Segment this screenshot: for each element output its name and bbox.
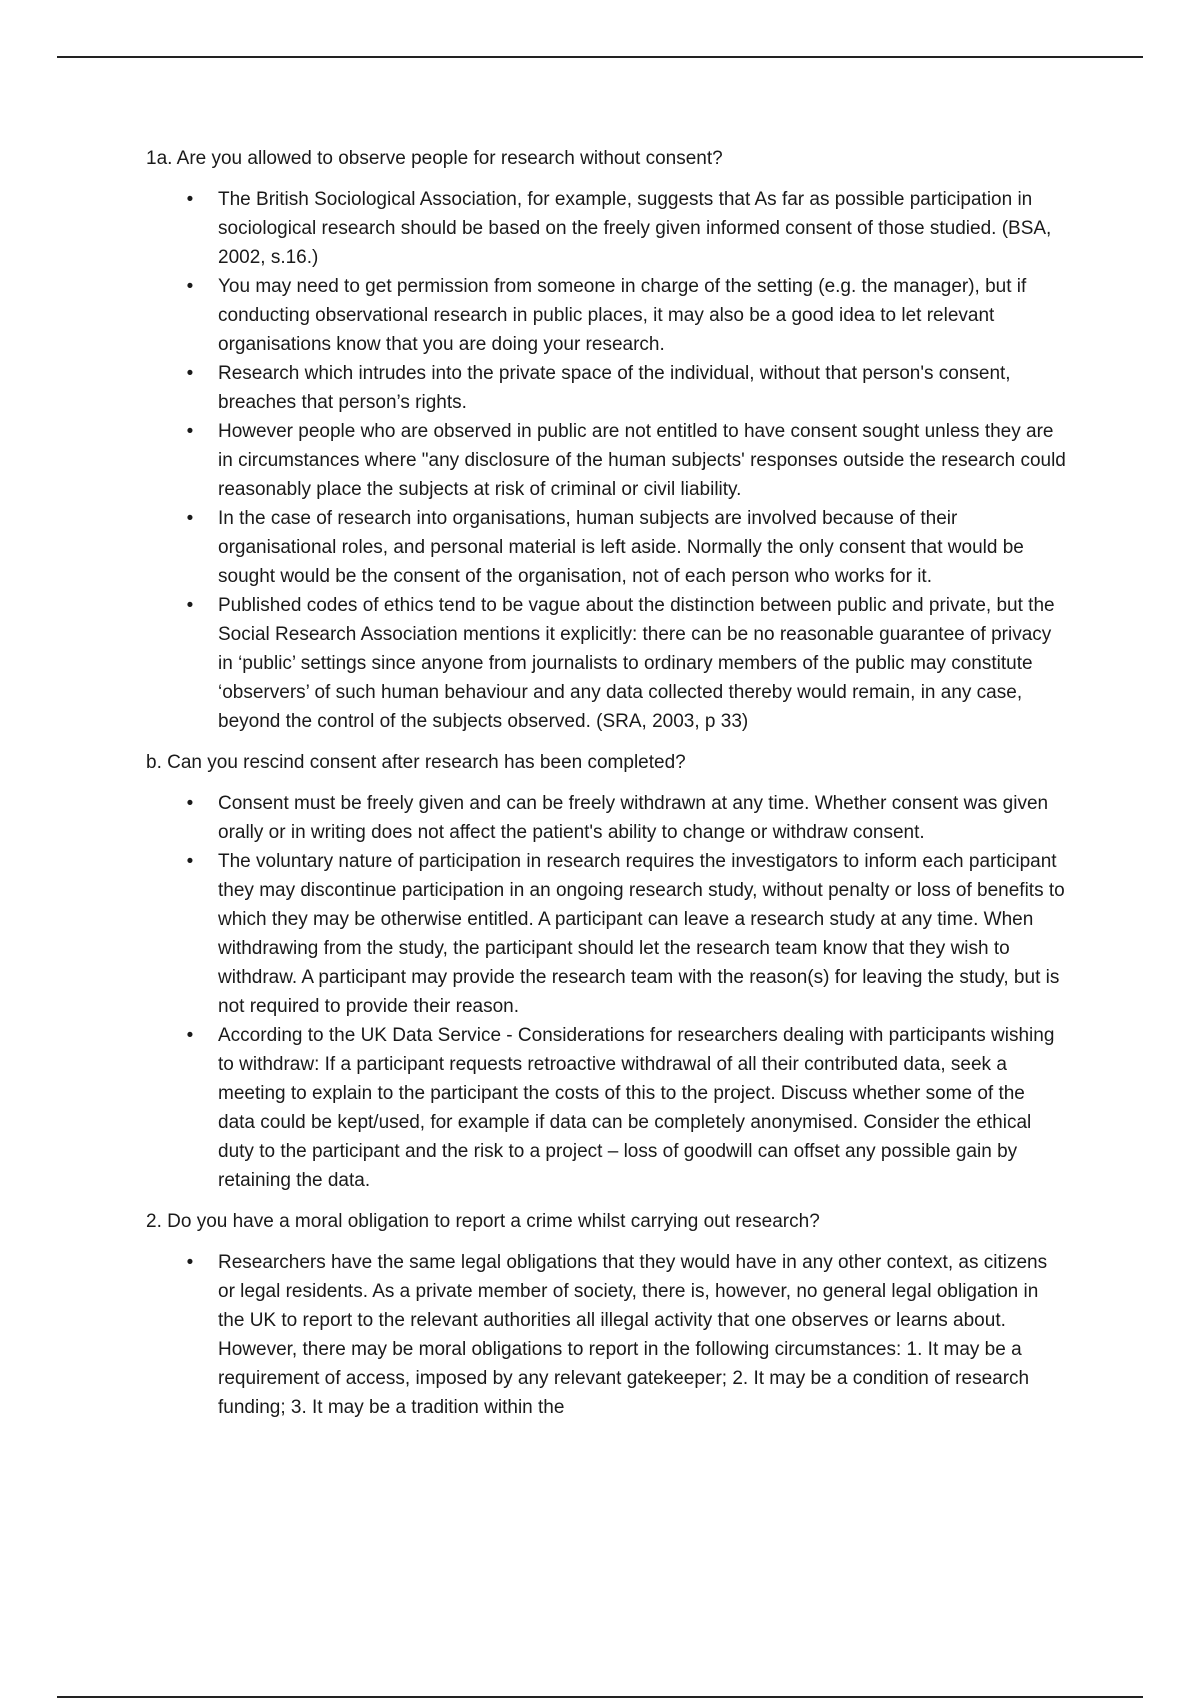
answer-list-1b [146, 789, 1066, 1195]
header-rule [57, 56, 1143, 58]
list-item: • The voluntary nature of participation in research requires the investigators to inform each participant they may discontinue participation in an ongoing research study, without penalty or loss of benefits to which they may be otherwise entitled. A participant can leave a research study at any time. When withdrawing from the study, the participant should let the research team know that they wish to withdraw. A participant may provide the research team with the reason(s) for leaving the study, but is not required to provide their reason. [146, 847, 1066, 1021]
bullet-icon: • [186, 1252, 194, 1273]
answer-list-2 [146, 1248, 1066, 1422]
list-item: • Research which intrudes into the private space of the individual, without that person's consent, breaches that person’s rights. [146, 359, 1066, 417]
list-item: • You may need to get permission from someone in charge of the setting (e.g. the manager), but if conducting observational research in public places, it may also be a good idea to let relevant organisations know that you are doing your research. [146, 272, 1066, 359]
question-2: 2. Do you have a moral obligation to report a crime whilst carrying out research? [146, 1211, 820, 1232]
list-item: • Published codes of ethics tend to be vague about the distinction between public and private, but the Social Research Association mentions it explicitly: there can be no reasonable guarantee of privacy in ‘public’ settings since anyone from journalists to ordinary members of the public may constitute ‘observers’ of such human behaviour and any data collected thereby would remain, in any case, beyond the control of the subjects observed. (SRA, 2003, p 33) [146, 591, 1066, 736]
list-item: • Consent must be freely given and can be freely withdrawn at any time. Whether consent was given orally or in writing does not affect the patient's ability to change or withdraw consent. [146, 789, 1066, 847]
bullet-icon: • [186, 1025, 194, 1046]
answer-list-1a [146, 185, 1066, 736]
list-item: • Researchers have the same legal obligations that they would have in any other context, as citizens or legal residents. As a private member of society, there is, however, no general legal obligation in the UK to report to the relevant authorities all illegal activity that one observes or learns about. However, there may be moral obligations to report in the following circumstances: 1. It may be a requirement of access, imposed by any relevant gatekeeper; 2. It may be a condition of research funding; 3. It may be a tradition within the [146, 1248, 1066, 1422]
list-item: • However people who are observed in public are not entitled to have consent sought unless they are in circumstances where "any disclosure of the human subjects' responses outside the research could reasonably place the subjects at risk of criminal or civil liability. [146, 417, 1066, 504]
question-1a: 1a. Are you allowed to observe people for research without consent? [146, 148, 723, 169]
list-item: • According to the UK Data Service - Considerations for researchers dealing with participants wishing to withdraw: If a participant requests retroactive withdrawal of all their contributed data, seek a meeting to explain to the participant the costs of this to the project. Discuss whether some of the data could be kept/used, for example if data can be completely anonymised. Consider the ethical duty to the participant and the risk to a project – loss of goodwill can offset any possible gain by retaining the data. [146, 1021, 1066, 1195]
bullet-icon: • [186, 276, 194, 297]
list-item: • In the case of research into organisations, human subjects are involved because of their organisational roles, and personal material is left aside. Normally the only consent that would be sought would be the consent of the organisation, not of each person who works for it. [146, 504, 1066, 591]
bullet-icon: • [186, 851, 194, 872]
bullet-icon: • [186, 189, 194, 210]
bullet-icon: • [186, 363, 194, 384]
question-1b: b. Can you rescind consent after research has been completed? [146, 752, 686, 773]
document-body [146, 144, 1066, 1434]
footer-rule [57, 1696, 1143, 1698]
list-item: • The British Sociological Association, for example, suggests that As far as possible participation in sociological research should be based on the freely given informed consent of those studied. (BSA, 2002, s.16.) [146, 185, 1066, 272]
bullet-icon: • [186, 595, 194, 616]
bullet-icon: • [186, 793, 194, 814]
bullet-icon: • [186, 508, 194, 529]
bullet-icon: • [186, 421, 194, 442]
